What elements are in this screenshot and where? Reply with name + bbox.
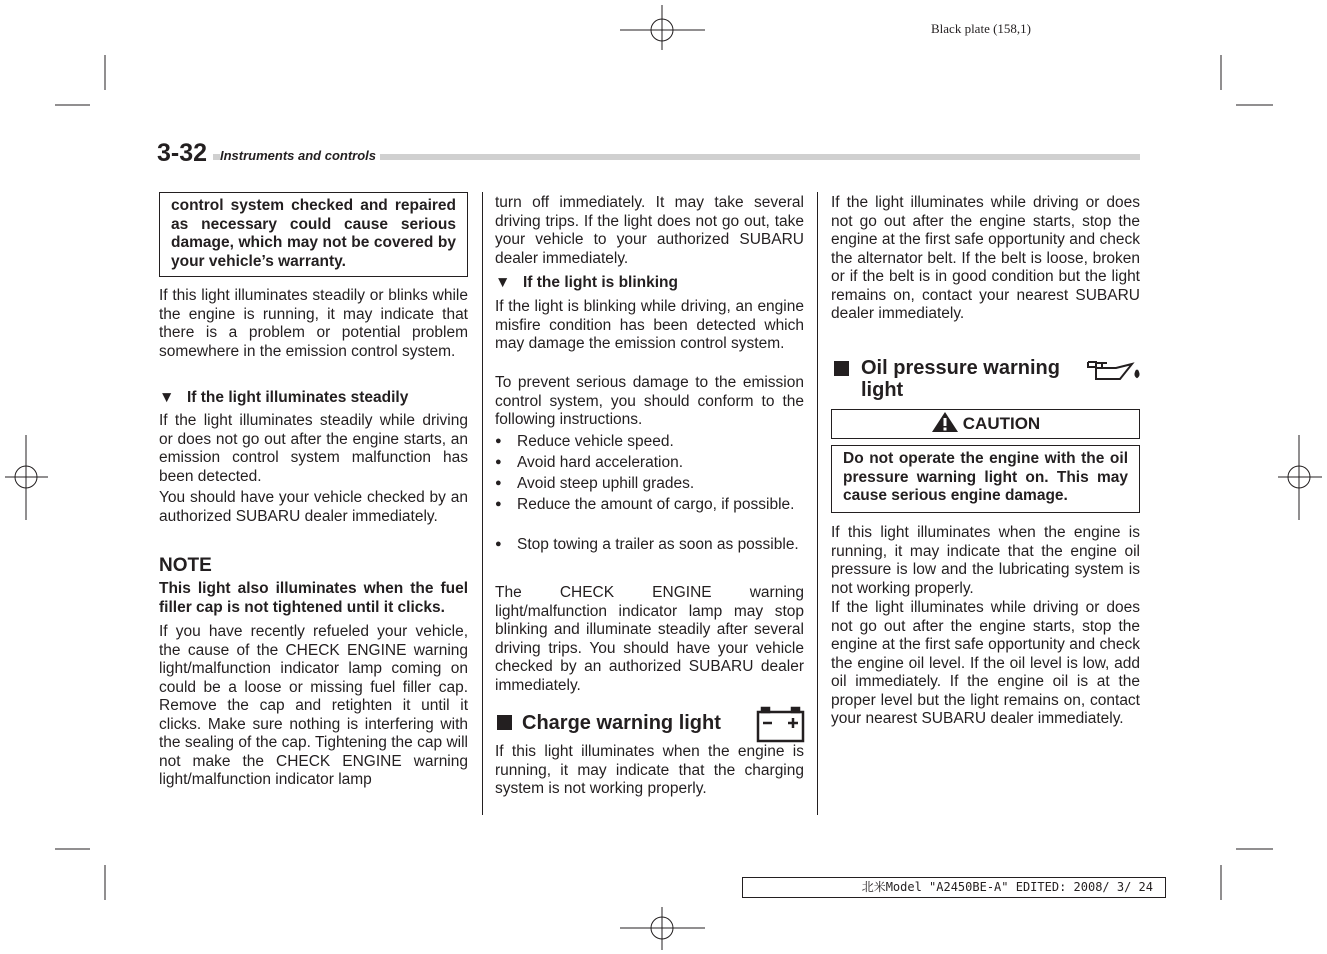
bullet-icon: ● — [495, 498, 502, 510]
paragraph: If the light illuminates while driving or does not go out after the engine starts, stop the engine at the first safe opportunity and check the engine oil level. If the oil level is low, add oil immediately. If the engine oil is at the proper level but the light remains on, contact your nearest SUBARU dealer immediately. — [831, 599, 1140, 727]
paragraph: You should have your vehicle checked by an authorized SUBARU dealer immediately. — [159, 489, 468, 525]
bullet-text: Avoid hard acceleration. — [517, 454, 684, 471]
footer-edit-info: 北米Model "A2450BE-A" EDITED: 2008/ 3/ 24 — [742, 877, 1166, 898]
paragraph: If the light is blinking while driving, an engine misfire condition has been detected which may damage the emission control system. — [495, 298, 804, 352]
paragraph: If this light illuminates when the engine is running, it may indicate that the engine oil pressure is low and the lubricating system is not working properly. — [831, 524, 1140, 597]
bullet-text: Reduce the amount of cargo, if possible. — [517, 496, 795, 513]
note-title: NOTE — [159, 555, 212, 576]
subheading-text: If the light is blinking — [523, 274, 678, 291]
bullet-icon: ● — [495, 456, 502, 468]
warning-box-continued: control system checked and repaired as necessary could cause serious damage, which may not be covered by your vehicle’s warranty. — [159, 192, 468, 277]
paragraph: If you have recently refueled your vehicle, the cause of the CHECK ENGINE warning light/malfunction indicator lamp coming on could be a loose or missing fuel filler cap. Remove the cap and retighten it until it clicks. Make sure nothing is interfering with the sealing of the cap. Tightening the cap will not make the CHECK ENGINE warning light/malfunction indicator lamp — [159, 623, 468, 788]
paragraph: If this light illuminates steadily or blinks while the engine is running, it may indicate that there is a problem or potential problem somewhere in the emission control system. — [159, 287, 468, 360]
paragraph: turn off immediately. It may take several driving trips. If the light does not go out, take your vehicle to your authorized SUBARU dealer immediately. — [495, 194, 804, 267]
paragraph: The CHECK ENGINE warning light/malfunction indicator lamp may stop blinking and illuminate steadily after several driving trips. You should have your vehicle checked by an authorized SUBARU dealer immediately. — [495, 584, 804, 694]
bullet-icon: ● — [495, 435, 502, 447]
charge-warning-heading — [497, 712, 721, 734]
subheading — [159, 389, 408, 407]
bullet-text: Reduce vehicle speed. — [517, 433, 674, 450]
section-title: Instruments and controls — [220, 148, 380, 163]
bullet-item — [495, 474, 804, 494]
plate-label: Black plate (158,1) — [931, 21, 1031, 36]
bullet-item — [495, 432, 804, 452]
warning-triangle-icon — [931, 411, 959, 433]
caution-text: Do not operate the engine with the oil pressure warning light on. This may cause serious engine damage. — [831, 445, 1140, 513]
oil-can-icon — [1086, 358, 1140, 382]
column-divider — [817, 192, 818, 815]
caution-header — [831, 409, 1140, 439]
battery-icon — [756, 706, 805, 743]
bullet-item — [495, 535, 804, 555]
note-text: This light also illuminates when the fuel filler cap is not tightened until it clicks. — [159, 580, 468, 616]
heading-text: Oil pressure warning light — [861, 357, 1060, 401]
paragraph: If this light illuminates when the engine is running, it may indicate that the charging system is not working properly. — [495, 743, 804, 797]
subheading — [495, 274, 678, 292]
paragraph: If the light illuminates steadily while driving or does not go out after the engine starts, an emission control system malfunction has been detected. — [159, 412, 468, 485]
paragraph: If the light illuminates while driving or does not go out after the engine starts, stop the engine at the first safe opportunity and check the alternator belt. If the belt is loose, broken or if the belt is in good condition but the light remains on, contact your nearest SUBARU dealer immediately. — [831, 194, 1140, 322]
triangle-down-icon: ▼ — [495, 274, 511, 291]
heading-text: Charge warning light — [522, 712, 721, 734]
paragraph: To prevent serious damage to the emission control system, you should conform to the following instructions. — [495, 374, 804, 428]
bullet-icon: ● — [495, 538, 502, 550]
page-number: 3-32 — [157, 139, 213, 168]
square-bullet-icon — [834, 361, 849, 376]
subheading-text: If the light illuminates steadily — [187, 389, 409, 406]
bullet-text: Avoid steep uphill grades. — [517, 475, 695, 492]
bullet-item — [495, 495, 804, 515]
square-bullet-icon — [497, 715, 512, 730]
triangle-down-icon: ▼ — [159, 389, 175, 406]
bullet-icon: ● — [495, 477, 502, 489]
caution-label: CAUTION — [962, 414, 1041, 433]
bullet-text: Stop towing a trailer as soon as possible. — [517, 536, 799, 553]
oil-pressure-heading — [834, 357, 1074, 401]
column-divider — [482, 192, 483, 815]
bullet-item — [495, 453, 804, 473]
